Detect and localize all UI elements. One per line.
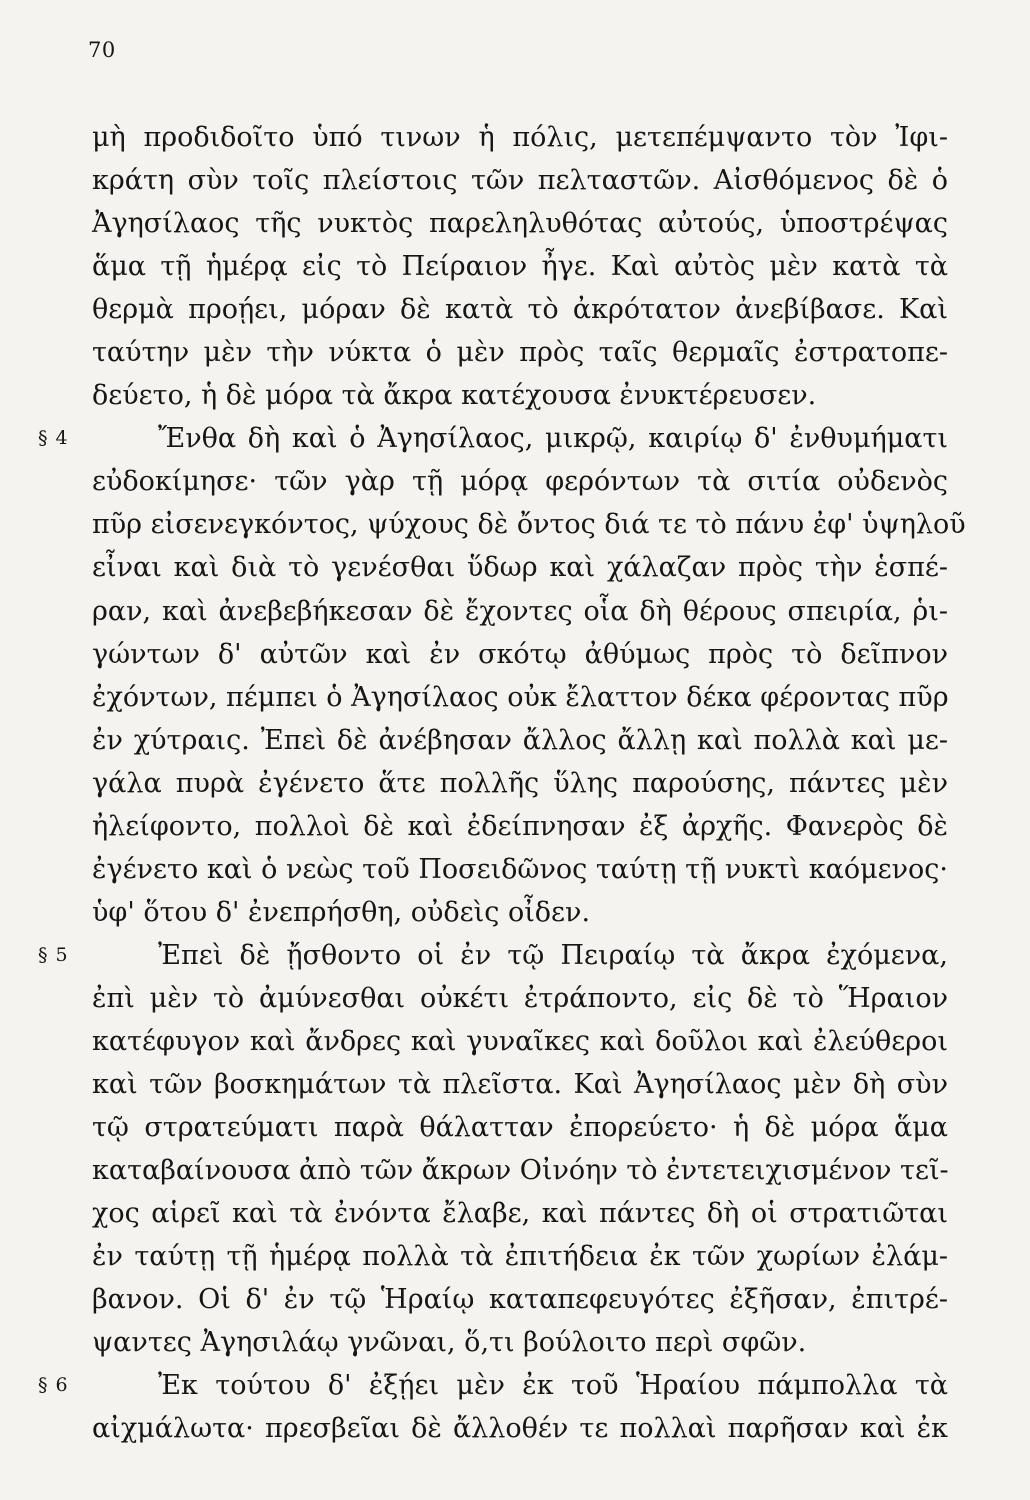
text-line	[92, 1020, 948, 1063]
line-text: χος αἱρεῖ καὶ τὰ ἐνόντα ἔλαβε, καὶ πάντες δὴ οἱ στρατιῶται	[92, 1198, 948, 1230]
text-line	[92, 503, 966, 546]
section-marker: § 4	[38, 427, 69, 450]
text-line	[92, 719, 948, 762]
line-text: Ἐπεὶ δὲ ᾔσθοντο οἱ ἐν τῷ Πειραίῳ τὰ ἄκρα ἐχόμενα,	[158, 939, 948, 971]
text-line	[92, 1407, 948, 1450]
text-line	[92, 546, 948, 589]
line-text: δεύετο, ἡ δὲ μόρα τὰ ἄκρα κατέχουσα ἐνυκτέρευσεν.	[92, 380, 817, 412]
text-line	[92, 1235, 948, 1278]
line-text: ἐχόντων, πέμπει ὁ Ἀγησίλαος οὐκ ἔλαττον δέκα φέροντας πῦρ	[92, 681, 949, 713]
text-line	[92, 848, 948, 891]
line-text: καὶ τῶν βοσκημάτων τὰ πλεῖστα. Καὶ Ἀγησίλαος μὲν δὴ σὺν	[92, 1069, 948, 1101]
line-text: ἐν ταύτῃ τῇ ἡμέρᾳ πολλὰ τὰ ἐπιτήδεια ἐκ τῶν χωρίων ἐλάμ-	[92, 1241, 948, 1273]
text-line	[92, 1278, 948, 1321]
line-text: Ἔνθα δὴ καὶ ὁ Ἀγησίλαος, μικρῷ, καιρίῳ δ' ἐνθυμήματι	[158, 423, 948, 455]
line-text: τῷ στρατεύματι παρὰ θάλατταν ἐπορεύετο· ἡ δὲ μόρα ἅμα	[92, 1112, 948, 1144]
text-line	[92, 633, 948, 676]
text-line	[92, 977, 948, 1020]
section-marker: § 6	[38, 1374, 69, 1397]
text-line	[92, 1149, 948, 1192]
page-number: 70	[88, 38, 116, 62]
line-text: εὐδοκίμησε· τῶν γὰρ τῇ μόρᾳ φερόντων τὰ σιτία οὐδενὸς	[92, 466, 948, 498]
text-line	[92, 245, 948, 288]
text-line	[92, 374, 948, 417]
text-line	[38, 1364, 948, 1407]
line-text: ἐπὶ μὲν τὸ ἀμύνεσθαι οὐκέτι ἐτράποντο, εἰς δὲ τὸ Ἥραιον	[92, 982, 948, 1014]
line-text: ταύτην μὲν τὴν νύκτα ὁ μὲν πρὸς ταῖς θερμαῖς ἐστρατοπε-	[92, 337, 948, 369]
text-line	[92, 460, 948, 503]
line-text: πῦρ εἰσενεγκόντος, ψύχους δὲ ὄντος διά τε τὸ πάνυ ἐφ' ὑψηλοῦ	[92, 509, 966, 541]
line-text: ἐν χύτραις. Ἐπεὶ δὲ ἀνέβησαν ἄλλος ἄλλῃ καὶ πολλὰ καὶ με-	[92, 724, 948, 756]
line-text: καταβαίνουσα ἀπὸ τῶν ἄκρων Οἰνόην τὸ ἐντετειχισμένον τεῖ-	[92, 1155, 949, 1187]
line-text: γάλα πυρὰ ἐγένετο ἅτε πολλῆς ὕλης παρούσης, πάντες μὲν	[92, 767, 948, 799]
text-line	[92, 159, 948, 202]
line-text: γώντων δ' αὐτῶν καὶ ἐν σκότῳ ἀθύμως πρὸς τὸ δεῖπνον	[92, 638, 948, 670]
text-line	[92, 116, 948, 159]
line-text: ραν, καὶ ἀνεβεβήκεσαν δὲ ἔχοντες οἷα δὴ θέρους σπειρία, ῥι-	[92, 595, 948, 627]
text-line	[92, 1106, 948, 1149]
text-line	[92, 676, 948, 719]
line-text: ἐγένετο καὶ ὁ νεὼς τοῦ Ποσειδῶνος ταύτῃ τῇ νυκτὶ καόμενος·	[92, 853, 948, 885]
text-line	[92, 891, 948, 934]
line-text: κράτη σὺν τοῖς πλείστοις τῶν πελταστῶν. Αἰσθόμενος δὲ ὁ	[92, 165, 948, 197]
section-marker: § 5	[38, 943, 69, 966]
line-text: ἅμα τῇ ἡμέρᾳ εἰς τὸ Πείραιον ἦγε. Καὶ αὐτὸς μὲν κατὰ τὰ	[92, 251, 948, 283]
line-text: Ἐκ τούτου δ' ἐξῄει μὲν ἐκ τοῦ Ἡραίου πάμπολλα τὰ	[158, 1370, 948, 1402]
text-line	[92, 1063, 948, 1106]
line-text: Ἀγησίλαος τῆς νυκτὸς παρεληλυθότας αὐτούς, ὑποστρέψας	[92, 208, 948, 240]
line-text: μὴ προδιδοῖτο ὑπό τινων ἡ πόλις, μετεπέμψαντο τὸν Ἰφι-	[92, 122, 948, 153]
text-line	[92, 762, 948, 805]
line-text: ἠλείφοντο, πολλοὶ δὲ καὶ ἐδείπνησαν ἐξ ἀρχῆς. Φανερὸς δὲ	[92, 810, 948, 842]
text-line	[92, 331, 948, 374]
line-text: βανον. Οἱ δ' ἐν τῷ Ἡραίῳ καταπεφευγότες ἐξῆσαν, ἐπιτρέ-	[92, 1284, 948, 1316]
text-line	[38, 934, 948, 977]
text-block	[38, 116, 966, 1450]
text-line	[92, 1192, 948, 1235]
text-line	[92, 202, 948, 245]
line-text: εἶναι καὶ διὰ τὸ γενέσθαι ὕδωρ καὶ χάλαζαν πρὸς τὴν ἑσπέ-	[92, 552, 948, 584]
text-line	[92, 1321, 948, 1364]
text-line	[38, 417, 948, 460]
line-text: ψαντες Ἀγησιλάῳ γνῶναι, ὅ,τι βούλοιτο περὶ σφῶν.	[92, 1327, 807, 1359]
line-text: θερμὰ προῄει, μόραν δὲ κατὰ τὸ ἀκρότατον ἀνεβίβασε. Καὶ	[92, 294, 948, 326]
line-text: κατέφυγον καὶ ἄνδρες καὶ γυναῖκες καὶ δοῦλοι καὶ ἐλεύθεροι	[92, 1025, 948, 1057]
text-line	[92, 288, 948, 331]
text-line	[92, 590, 948, 633]
text-line	[92, 805, 948, 848]
line-text: ὑφ' ὅτου δ' ἐνεπρήσθη, οὐδεὶς οἶδεν.	[92, 896, 591, 928]
line-text: αἰχμάλωτα· πρεσβεῖαι δὲ ἄλλοθέν τε πολλαὶ παρῆσαν καὶ ἐκ	[92, 1413, 948, 1445]
